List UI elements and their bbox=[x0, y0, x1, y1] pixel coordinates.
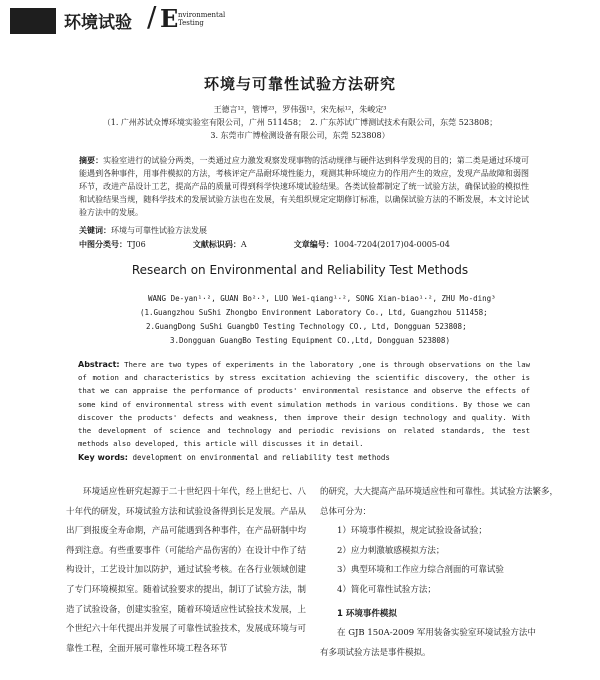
keywords-en-label: Key words: bbox=[78, 453, 129, 462]
method-list-item: 2）应力刺激敏感模拟方法； bbox=[337, 545, 445, 556]
journal-name-en-line1: nvironmental bbox=[178, 11, 226, 19]
doc-code-value: A bbox=[240, 240, 247, 249]
abstract-zh-label: 摘要： bbox=[79, 155, 104, 165]
affiliation-zh-2: 3. 东莞市广博检测设备有限公司，东莞 523808） bbox=[210, 131, 390, 140]
affiliation-en-2: 2.GuangDong SuShi GuangbO Testing Technology CO., Ltd, Dongguan 523808; bbox=[146, 322, 467, 331]
classification-line bbox=[79, 238, 539, 251]
body-right-column bbox=[320, 483, 560, 663]
journal-name-en-line2: Testing bbox=[178, 19, 204, 27]
section-text-2: 有多项试验方法是事件模拟。 bbox=[320, 647, 431, 658]
paper-title-zh: 环境与可靠性试验方法研究 bbox=[203, 75, 396, 93]
journal-logo-letter: E bbox=[160, 4, 179, 33]
section-text-1: 在 GJB 150A-2009 军用装备实验室环境试验方法中 bbox=[337, 628, 536, 639]
affiliation-en-3: 3.Dongguan GuangBo Testing Equipment CO.,Ltd, Dongguan 523808) bbox=[170, 336, 450, 345]
journal-name-en bbox=[178, 11, 238, 27]
affiliation-en-1: (1.Guangzhou SuShi Zhongbo Environment Laboratory Co., Ltd, Guangzhou 511458; bbox=[140, 308, 488, 317]
authors-en: WANG De-yan¹·², GUAN Bo²·³, LUO Wei-qiang¹·², SONG Xian-biao¹·², ZHU Mo-ding³ bbox=[148, 294, 496, 303]
body-right-intro: 的研究，大大提高产品环境适应性和可靠性。其试验方法繁多，总体可分为： bbox=[320, 487, 559, 517]
journal-name-zh: 环境试验 bbox=[64, 13, 132, 33]
abstract-en bbox=[78, 358, 530, 450]
clc-value: TJ06 bbox=[127, 240, 146, 249]
abstract-zh bbox=[79, 154, 529, 219]
authors-zh: 王德言¹²，管博²³，罗伟强¹²，宋先标¹²，朱峻定³ bbox=[213, 105, 387, 114]
doc-code-label: 文献标识码： bbox=[192, 239, 241, 249]
method-list-item: 4）简化可靠性试验方法； bbox=[337, 584, 436, 595]
keywords-zh-text: 环境与可靠性试验方法发展 bbox=[111, 226, 207, 235]
article-no-value: 1004-7204(2017)04-0005-04 bbox=[333, 240, 450, 249]
abstract-en-text: There are two types of experiments in the laboratory ,one is through observations on the law of motion and characteristics by stress excitation achieving the scientific discovery, the other is that we can appraise the performance of products' environmental resistance and observe the effects of some kind of environmental stress with event simulation methods in various conditions. By those we can discover the products' defects and weakness, then improve their design technology and quality. With the development of science and technology and periodic revisions on related standards, the test methods also developed, this article will discusses it in detail. bbox=[78, 360, 530, 449]
abstract-zh-text: 实验室进行的试验分两类，一类通过应力激发观察发现事物的活动规律与硬件达到科学发现的目的；第二类是通过环境可能遇到各种事件，用事件模拟的方法，考核评定产品耐环境性能力，观测其种环境应力的作用产生的效应，发现产品故障和弱图环节，改进产品设计工艺，提高产品的质量可得到科学快速环境试验结果。各类试验都制定了统一试验方法，确保试验的模拟性和试验结果当规，随科学技术的发展试验方法也在发展，有关组织规定定期修订标准，以确保试验方法的不断发展，本文讨论试验方法中的发展。 bbox=[79, 156, 529, 217]
journal-header-slash: / bbox=[147, 0, 157, 33]
section-heading: 1 环境事件模拟 bbox=[337, 608, 397, 619]
paper-title-en: Research on Environmental and Reliability Test Methods bbox=[131, 263, 469, 277]
affiliation-zh-1: （1. 广州苏试众博环境实验室有限公司，广州 511458； 2. 广东苏试广博测试技术有限公司，东莞 523808； bbox=[102, 118, 498, 127]
clc-label: 中图分类号： bbox=[79, 239, 127, 249]
abstract-en-label: Abstract: bbox=[78, 360, 120, 369]
method-list-item: 1）环境事件模拟，规定试验设备试验； bbox=[337, 526, 487, 537]
keywords-en-text: development on environmental and reliability test methods bbox=[132, 453, 390, 462]
keywords-zh-label: 关键词： bbox=[79, 225, 111, 235]
journal-header-block bbox=[10, 8, 56, 34]
body-left-column: 环境适应性研究起源于二十世纪四十年代，经上世纪七、八十年代的研发，环境试验方法和试验设备得到长足发展。产品从出厂到报废全寿命期，产品可能遇到各种事件，在产品研制中均得到注意。有些重要事件（可能给产品伤害的）在设计中作了结构设计，工艺设计加以防护，通过试验考核。在各行业领域创建了专门环境模拟室。随着试验要求的提出，制订了试验方法，制造了试验设备，创建实验室，随着环境适应性试验技术发展，上个世纪六十年代提出并发展了可靠性试验技术，发展成环境与可靠性工程，全面开展可靠性环境工程各环节 bbox=[66, 487, 306, 654]
keywords-zh bbox=[79, 224, 529, 237]
keywords-en bbox=[78, 451, 390, 464]
method-list-item: 3）典型环境和工作应力综合剖面的可靠试验 bbox=[337, 565, 504, 576]
article-no-label: 文章编号： bbox=[293, 239, 334, 249]
